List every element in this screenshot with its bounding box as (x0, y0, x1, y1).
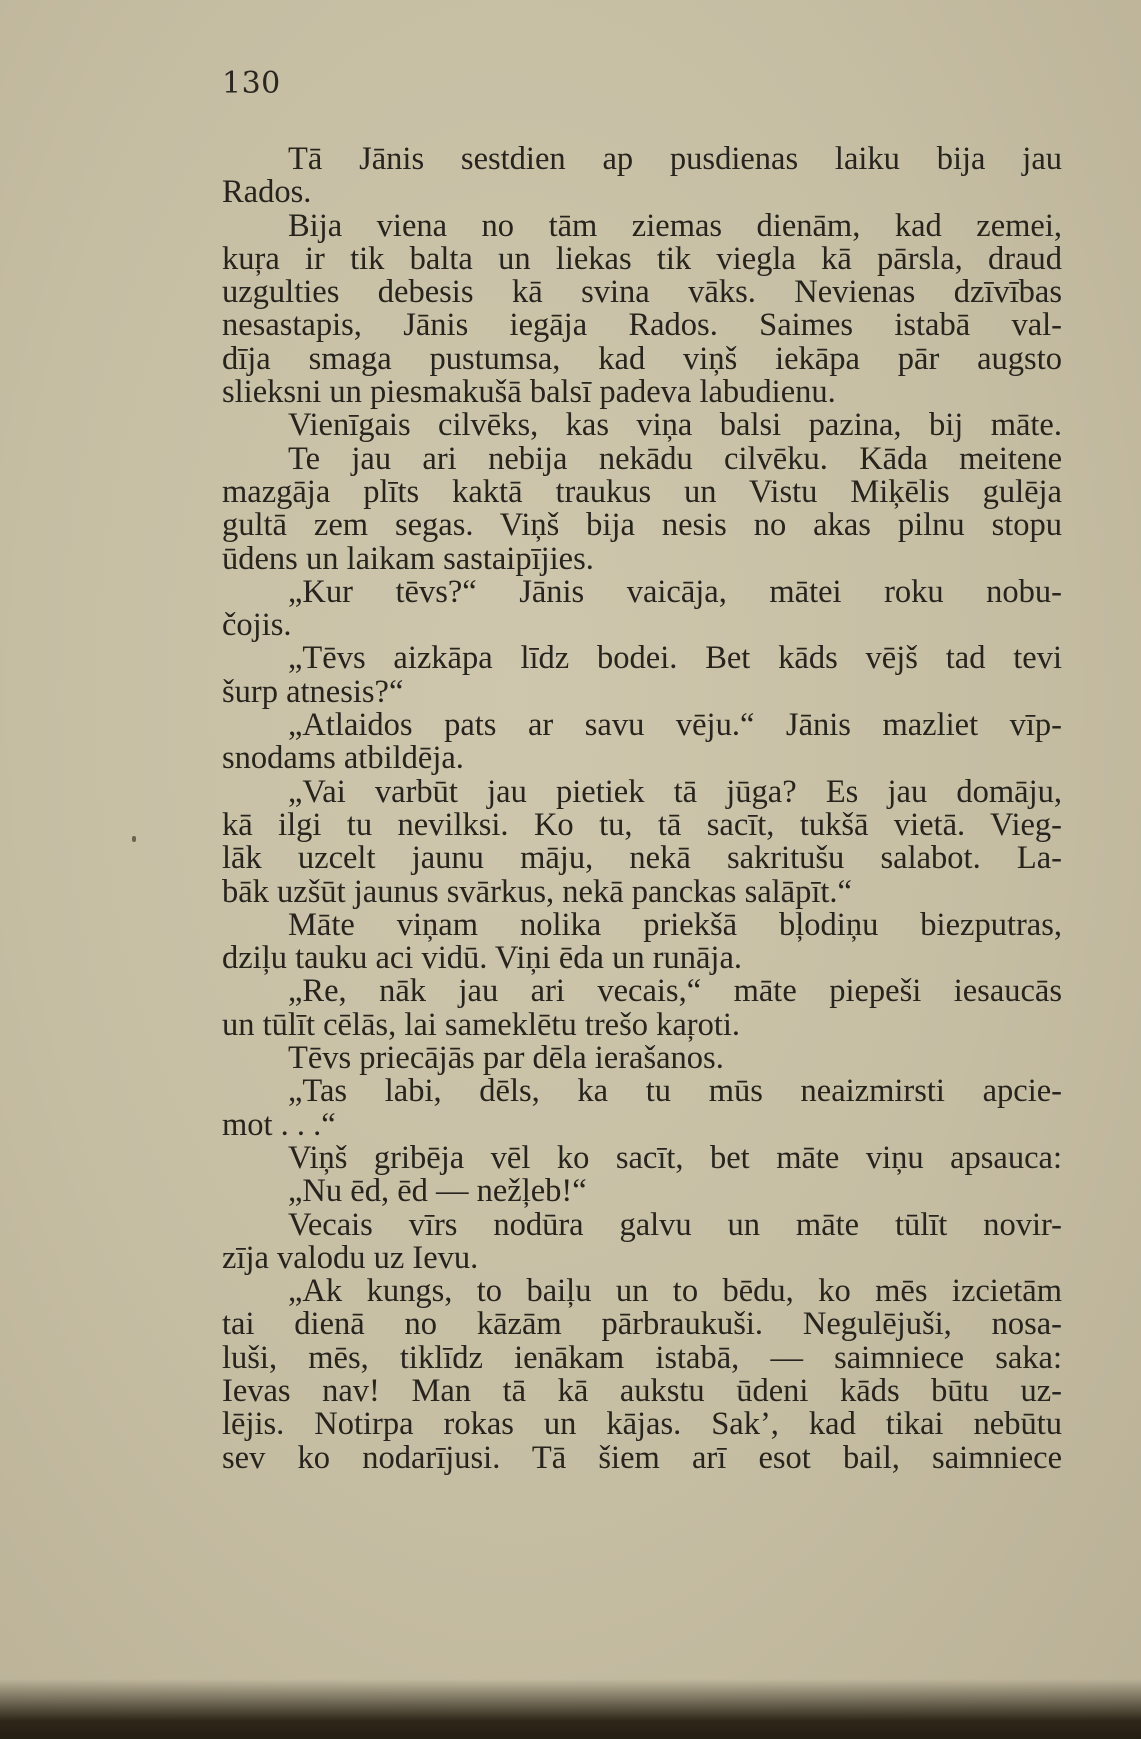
text-line: bāk uzšūt jaunus svārkus, nekā panckas salāpīt.“ (222, 873, 852, 910)
text-line: un tūlīt cēlās, lai sameklētu trešo kaŗoti. (222, 1006, 741, 1043)
text-line: „Vai varbūt jau pietiek tā jūga? Es jau domāju, (288, 773, 1062, 810)
text-line: mazgāja plīts kaktā traukus un Vistu Miķēlis gulēja (222, 473, 1062, 510)
text-line: Viņš gribēja vēl ko sacīt, bet māte viņu apsauca: (288, 1139, 1062, 1176)
page-number: 130 (222, 66, 281, 101)
text-line: dziļu tauku aci vidū. Viņi ēda un runāja. (222, 940, 743, 977)
text-line: Tā Jānis sestdien ap pusdienas laiku bija jau (288, 141, 1062, 177)
text-line: Bija viena no tām ziemas dienām, kad zemei, (288, 207, 1062, 244)
text-line: „Kur tēvs?“ Jānis vaicāja, mātei roku nobu- (288, 573, 1062, 610)
text-line: čojis. (222, 607, 292, 644)
text-line: „Nu ēd, ēd — nežļeb!“ (288, 1173, 587, 1210)
text-line: Ievas nav! Man tā kā aukstu ūdeni kāds būtu uz- (222, 1372, 1062, 1409)
text-line: dīja smaga pustumsa, kad viņš iekāpa pār augsto (222, 340, 1062, 377)
text-line: „Tas labi, dēls, ka tu mūs neaizmirsti apcie- (288, 1073, 1062, 1110)
text-line: „Re, nāk jau ari vecais,“ māte piepeši iesaucās (288, 973, 1062, 1010)
text-line: šurp atnesis?“ (222, 673, 404, 710)
text-line: „Tēvs aizkāpa līdz bodei. Bet kāds vējš tad tevi (288, 640, 1062, 677)
text-line: slieksni un piesmakušā balsī padeva labudienu. (222, 374, 836, 411)
text-line: zīja valodu uz Ievu. (222, 1239, 479, 1276)
text-line: tai dienā no kāzām pārbraukuši. Negulējuši, nosa- (222, 1306, 1062, 1343)
text-line: lējis. Notirpa rokas un kājas. Sak’, kad tikai nebūtu (222, 1406, 1062, 1443)
text-line: gultā zem segas. Viņš bija nesis no akas pilnu stopu (222, 507, 1062, 544)
text-line: snodams atbildēja. (222, 740, 464, 777)
text-line: luši, mēs, tiklīdz ienākam istabā, — saimniece saka: (222, 1339, 1062, 1376)
text-line: mot . . .“ (222, 1106, 336, 1143)
bottom-edge-shadow (0, 1679, 1141, 1739)
text-line: Vienīgais cilvēks, kas viņa balsi pazina, bij māte. (288, 407, 1062, 444)
text-line: lāk uzcelt jaunu māju, nekā sakritušu salabot. La- (222, 840, 1062, 877)
text-line: Tēvs priecājās par dēla ierašanos. (288, 1040, 724, 1077)
text-line: sev ko nodarījusi. Tā šiem arī esot bail, saimniece (222, 1439, 1062, 1476)
text-line: Vecais vīrs nodūra galvu un māte tūlīt novir- (288, 1206, 1062, 1243)
text-line: ūdens un laikam sastaipījies. (222, 540, 594, 577)
text-line: kā ilgi tu nevilksi. Ko tu, tā sacīt, tukšā vietā. Vieg- (222, 806, 1062, 843)
paper-speck (132, 836, 136, 842)
text-line: Rados. (222, 174, 312, 211)
text-line: Māte viņam nolika priekšā bļodiņu biezputras, (288, 906, 1062, 943)
text-line: uzgulties debesis kā svina vāks. Nevienas dzīvības (222, 274, 1062, 311)
text-line: Te jau ari nebija nekādu cilvēku. Kāda meitene (288, 440, 1062, 477)
text-line: nesastapis, Jānis iegāja Rados. Saimes istabā val- (222, 307, 1062, 344)
page-text (222, 143, 1062, 1475)
text-line: kuŗa ir tik balta un liekas tik viegla kā pārsla, draud (222, 240, 1062, 277)
text-line: „Atlaidos pats ar savu vēju.“ Jānis mazliet vīp- (288, 707, 1062, 744)
text-line: „Ak kungs, to baiļu un to bēdu, ko mēs izcietām (288, 1273, 1062, 1310)
